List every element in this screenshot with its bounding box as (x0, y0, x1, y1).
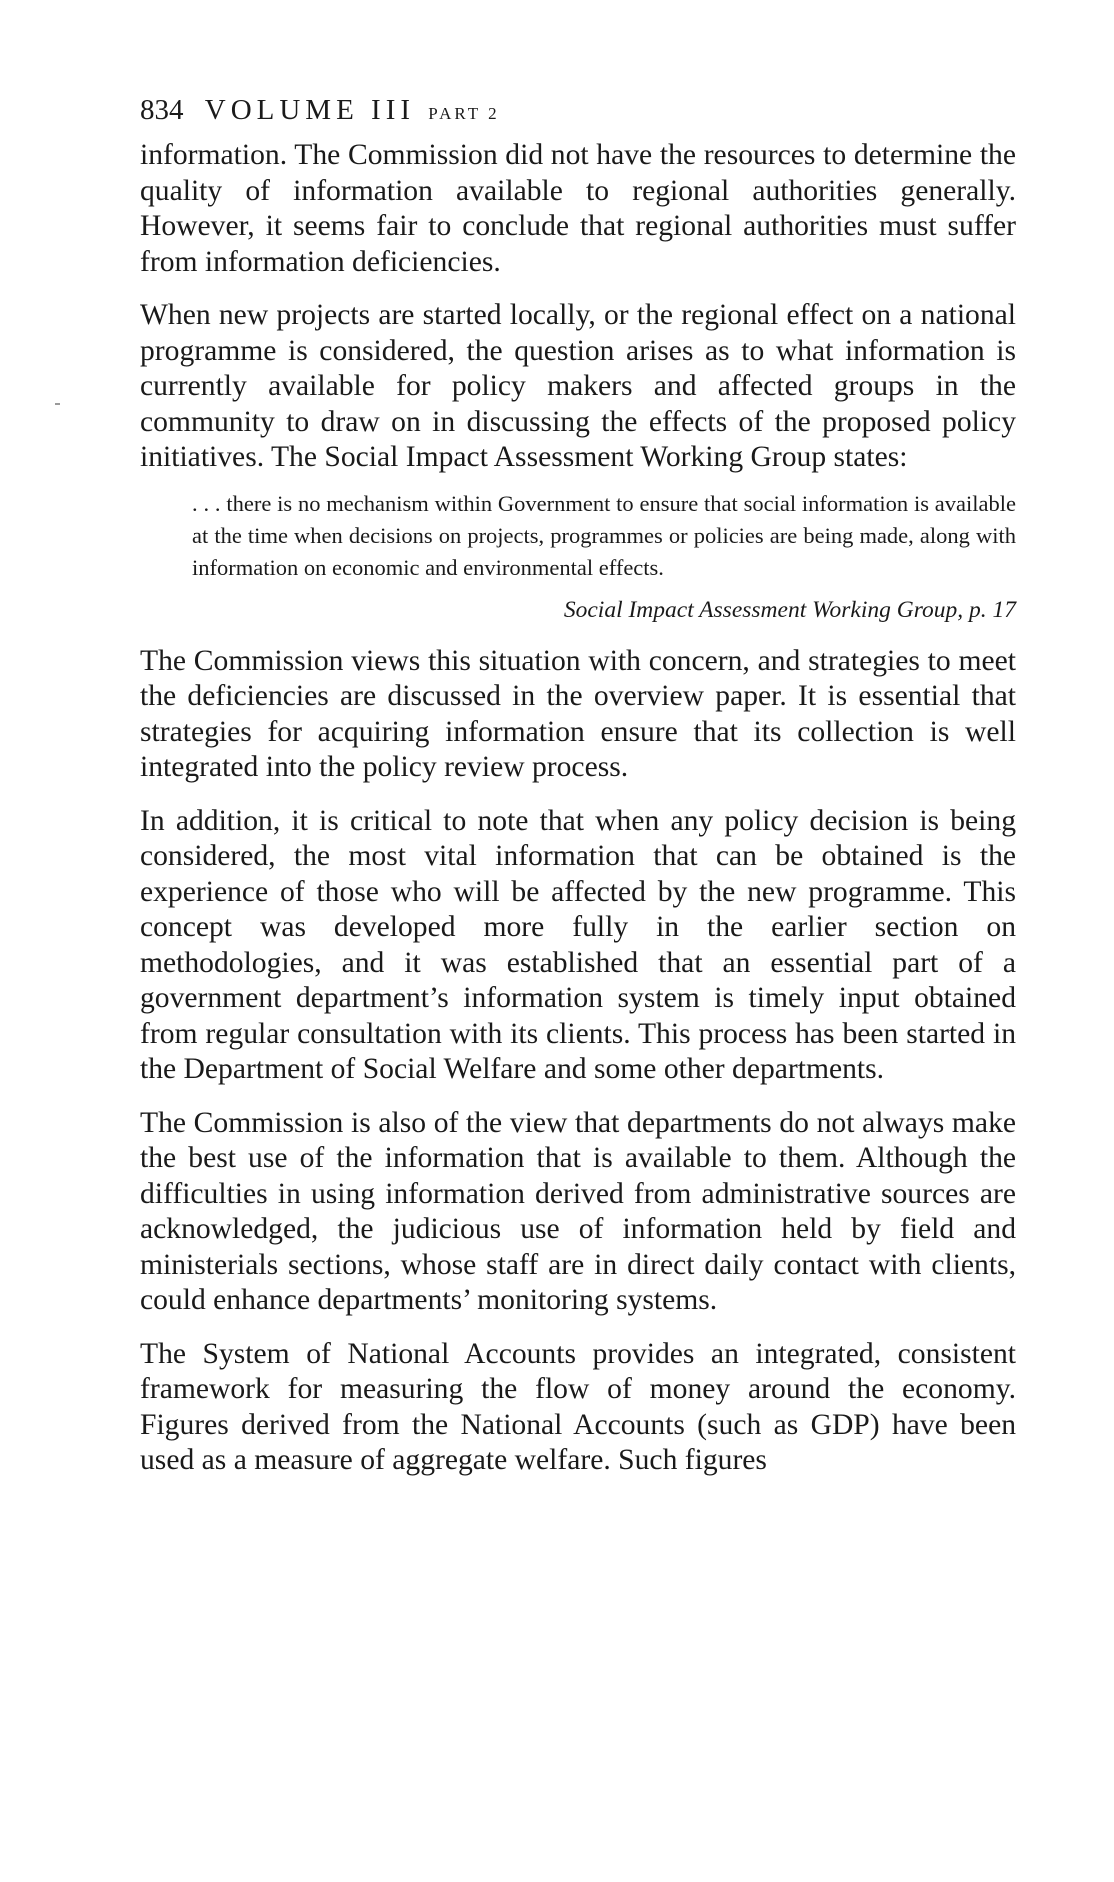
volume-label: VOLUME III (204, 94, 416, 126)
body-paragraph: information. The Commission did not have the resources to determine the quality of information available to regional authorities generally. However, it seems fair to conclude that regional authorities must suffer from information deficiencies. (140, 139, 1016, 278)
body-paragraph: When new projects are started locally, or the regional effect on a national programme is considered, the question arises as to what information is currently available for policy makers and affected groups in the community to draw on in discussing the effects of the proposed policy initiatives. The Social Impact Assessment Working Group states: (140, 299, 1016, 473)
quote-citation: Social Impact Assessment Working Group, p. 17 (563, 596, 1016, 623)
body-paragraph: The Commission is also of the view that departments do not always make the best use of the information that is available to them. Although the difficulties in using information derived from administrative sources are acknowledged, the judicious use of information held by field and ministerials sections, whose staff are in direct daily contact with clients, could enhance departments’ monitoring systems. (140, 1106, 1016, 1316)
page-number: 834 (140, 94, 184, 126)
document-page (140, 90, 1016, 1497)
body-paragraph: The Commission views this situation with concern, and strategies to meet the deficiencies are discussed in the overview paper. It is essential that strategies for acquiring information ensure that its collection is well integrated into the policy review process. (140, 644, 1016, 783)
running-header (140, 90, 1016, 130)
block-quote: . . . there is no mechanism within Government to ensure that social information is available at the time when decisions on projects, programmes or policies are being made, along with information on economic and environmental effects. (192, 490, 1016, 580)
body-paragraph: The System of National Accounts provides an integrated, consistent framework for measuring the flow of money around the economy. Figures derived from the National Accounts (such as GDP) have been used as a measure of aggregate welfare. Such figures (140, 1337, 1016, 1476)
part-label: PART 2 (428, 104, 500, 123)
body-paragraph: In addition, it is critical to note that when any policy decision is being considered, the most vital information that can be obtained is the experience of those who will be affected by the new programme. This concept was developed more fully in the earlier section on methodologies, and it was established that an essential part of a government department’s information system is timely input obtained from regular consultation with its clients. This process has been started in the Department of Social Welfare and some other departments. (140, 804, 1016, 1085)
scan-artifact-mark (55, 403, 60, 405)
